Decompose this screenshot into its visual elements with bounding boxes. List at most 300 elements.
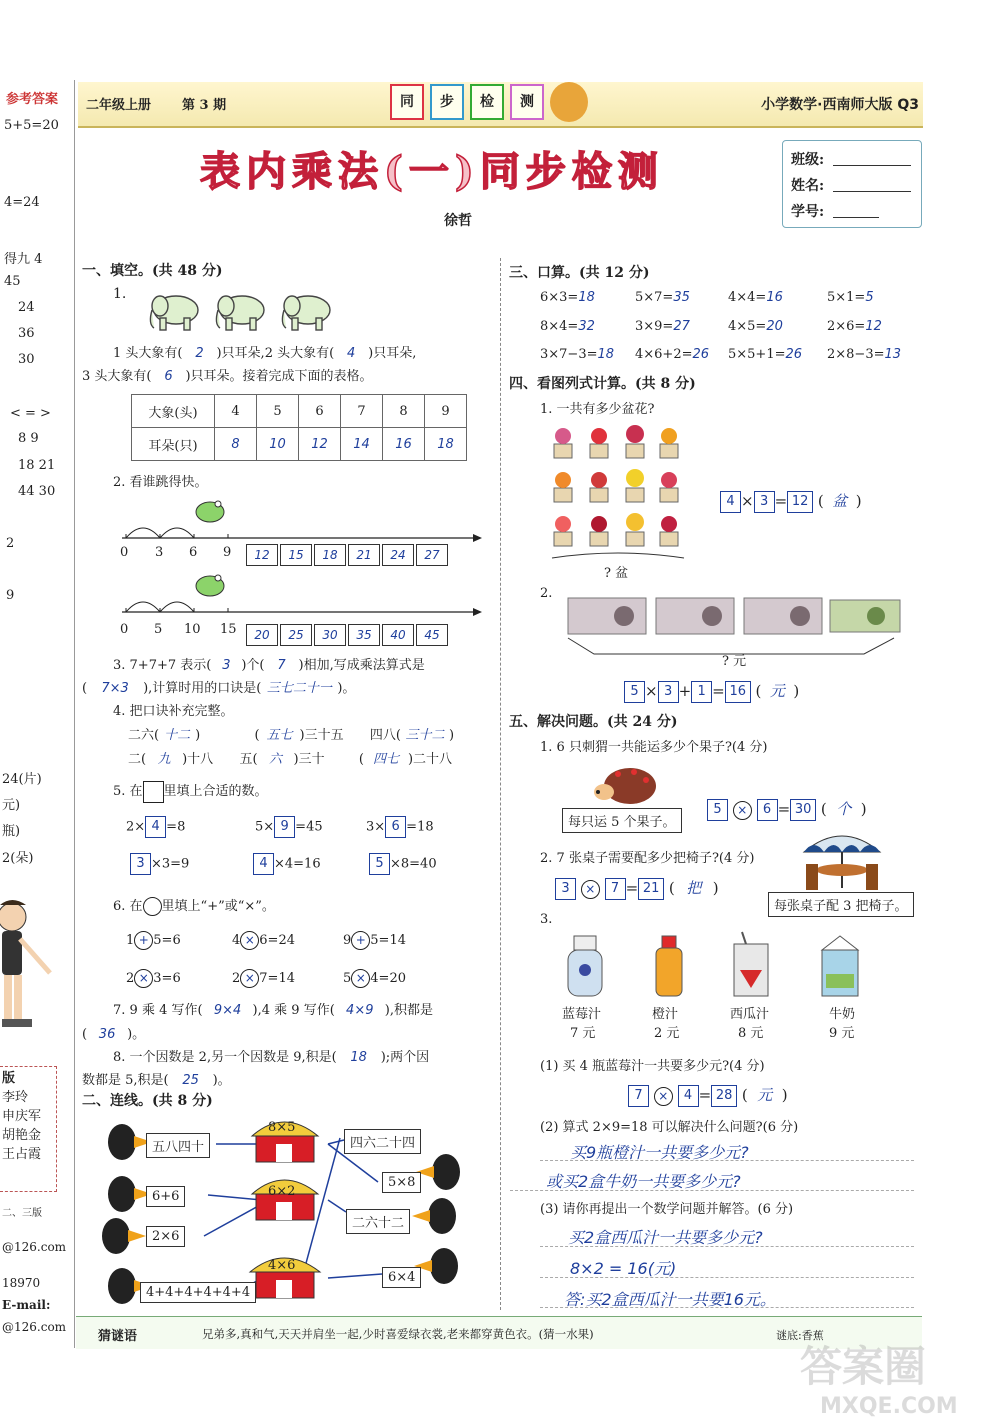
q6-text-part: 6. 在 [113, 899, 143, 914]
answer-box: 40 [382, 624, 414, 646]
table-umbrella-image [800, 828, 884, 896]
author: 徐哲 [444, 213, 472, 229]
q7-text: ( [82, 1027, 88, 1042]
drink-name: 西瓜汁 [730, 1007, 770, 1022]
s5-q1-equation: 5 × 6 = 30 ( 个 ) [707, 798, 867, 821]
answer-box: 20 [246, 624, 278, 646]
q7-text: 7. 9 乘 4 写作( [113, 1003, 203, 1018]
eq-box-answer: 1 [691, 681, 712, 703]
q4-row1 [128, 724, 454, 743]
q1-answer: 6 [164, 369, 173, 384]
q6-b: 7=14 [259, 971, 295, 986]
number-line-2-answers [246, 624, 450, 646]
q7-line1 [113, 999, 433, 1018]
table-cell-answer: 12 [299, 428, 341, 461]
elephant-ear-table [131, 394, 467, 461]
q6-item [232, 931, 295, 950]
q6-op-answer: + [134, 931, 153, 950]
q5-item [126, 816, 185, 838]
strip-line: 得九 4 [4, 252, 43, 267]
q8-line2 [82, 1069, 231, 1088]
strip-line: 2(朵) [2, 851, 34, 866]
strip-line: 44 30 [18, 484, 56, 499]
strip-tail: @126.com [2, 1320, 67, 1334]
handwritten-answer: 或买2盒牛奶一共要多少元? [546, 1172, 741, 1191]
table-cell-answer: 8 [215, 428, 257, 461]
calc-answer: 32 [578, 319, 595, 334]
q6-a: 9 [343, 933, 352, 948]
answer-box: 18 [314, 544, 346, 566]
calc-answer: 12 [865, 319, 882, 334]
boy-illustration [0, 895, 60, 1045]
q5-box-answer: 4 [145, 816, 166, 838]
match-right-item: 6×4 [382, 1267, 421, 1288]
drink-name: 牛奶 [829, 1007, 856, 1022]
q6-op-answer: × [351, 969, 370, 988]
chairs-label: 每张桌子配 3 把椅子。 [768, 892, 914, 917]
q3-line1 [113, 654, 425, 673]
q5-text-part: 5. 在 [113, 784, 143, 799]
q4-text: 五( [239, 752, 258, 767]
q3-answer: 3 [222, 658, 231, 673]
handwritten-answer: 8×2 = 16(元) [570, 1259, 677, 1278]
tick: 10 [184, 622, 201, 637]
strip-tail: 18970 [2, 1276, 41, 1290]
q8-answer: 25 [182, 1073, 199, 1088]
flower-pots-image [548, 422, 688, 562]
number-line-1 [118, 494, 483, 546]
table-cell: 9 [425, 395, 467, 428]
match-right-item: 二六十二 [346, 1209, 410, 1234]
calc-expr: 4×4= [728, 290, 767, 305]
subject-label: 小学数学·西南师大版 Q3 [761, 97, 919, 113]
drink-price: 7 元 [570, 1026, 596, 1041]
drink-price: 9 元 [829, 1026, 855, 1041]
strip-line: 18 21 [18, 458, 56, 473]
q5-text-part: 里填上合适的数。 [163, 784, 268, 799]
riddle-text: 兄弟多,真和气,天天并肩坐一起,少时喜爱绿衣裳,老来都穿黄色衣。(猜一水果) [202, 1327, 594, 1341]
drink-name: 蓝莓汁 [562, 1007, 602, 1022]
s3-heading: 三、口算。(共 12 分) [509, 265, 650, 281]
editors-title: 版 [2, 1071, 16, 1086]
calc-answer: 18 [597, 347, 615, 362]
banner-tile: 测 [510, 84, 544, 120]
q5-item [255, 816, 323, 838]
s4-q2-equation: 5 × 3 + 1 = 16 ( 元 ) [624, 680, 799, 703]
match-left-item: 五八四十 [146, 1133, 210, 1158]
answer-box: 27 [416, 544, 448, 566]
q4-text: )三十五 [299, 728, 344, 743]
q4-text: ) [448, 728, 455, 743]
q4-text: 二六( [128, 728, 160, 743]
answer-box: 15 [280, 544, 312, 566]
s5-q2-text: 2. 7 张桌子需要配多少把椅子?(4 分) [540, 851, 755, 866]
q5-pre: 3× [366, 819, 386, 835]
q6-text-part: 里填上“+”或“×”。 [161, 899, 275, 914]
answer-box: 25 [280, 624, 312, 646]
match-right-item: 四六二十四 [344, 1129, 421, 1154]
q4-text: )三十 [293, 752, 325, 767]
q1-line1 [113, 342, 416, 361]
s4-q1-text: 1. 一共有多少盆花? [540, 402, 655, 417]
q3-answer: 7×3 [101, 681, 129, 696]
q6-item [343, 931, 406, 950]
banner-tile: 同 [390, 84, 424, 120]
q5-post: ×3=9 [151, 856, 190, 872]
calc-item [635, 290, 690, 305]
q6-a: 2 [232, 971, 241, 986]
q1-answer: 2 [195, 346, 204, 361]
calc-item [540, 319, 595, 334]
calc-expr: 2×8−3= [827, 347, 885, 362]
circle-placeholder [143, 897, 162, 916]
s5-q1-text: 1. 6 只刺猬一共能运多少个果子?(4 分) [540, 740, 768, 755]
q8-answer: 18 [350, 1050, 367, 1065]
eq-box-answer: 21 [638, 878, 664, 900]
calc-expr: 8×4= [540, 319, 579, 334]
q3-line2 [82, 677, 355, 696]
eq-box-answer: 4 [720, 491, 741, 513]
tick: 15 [220, 622, 237, 637]
issue-label: 第 3 期 [182, 98, 227, 113]
strip-line: 36 [18, 326, 35, 341]
banner-tile: 步 [430, 84, 464, 120]
q4-text: )二十八 [407, 752, 453, 767]
calc-expr: 5×1= [827, 290, 866, 305]
q5-item [253, 853, 321, 875]
s1-heading: 一、填空。(共 48 分) [82, 263, 223, 279]
drink-price: 8 元 [738, 1026, 764, 1041]
q4-answer: 四七 [372, 752, 399, 767]
strip-title: 参考答案 [6, 92, 59, 107]
s4-q1-equation: 4 × 3 = 12 ( 盆 ) [720, 490, 862, 513]
q5-pre: 5× [255, 819, 275, 835]
q1-text: )只耳朵,2 头大象有( [216, 346, 335, 361]
q1-text: )只耳朵。接着完成下面的表格。 [185, 369, 373, 384]
q6-item [232, 969, 295, 988]
square-placeholder [143, 781, 164, 803]
calc-expr: 4×5= [728, 319, 767, 334]
strip-line: 元) [2, 798, 21, 813]
q5-item [369, 853, 437, 875]
q7-text: ),4 乘 9 写作( [252, 1003, 335, 1018]
match-right-item: 5×8 [382, 1172, 421, 1193]
q6-item [343, 969, 406, 988]
eq-box-answer: 6 [757, 799, 778, 821]
hedgehog-image [594, 762, 660, 806]
strip-line: 30 [18, 352, 35, 367]
s5-heading: 五、解决问题。(共 24 分) [509, 714, 678, 730]
q8-text: );两个因 [380, 1050, 430, 1065]
calc-answer: 18 [578, 290, 595, 305]
number-field[interactable] [833, 217, 879, 218]
strip-line: 2 [6, 536, 15, 551]
q7-line2 [82, 1023, 145, 1042]
s4-heading: 四、看图列式计算。(共 8 分) [509, 376, 696, 392]
q6-b: 4=20 [370, 971, 406, 986]
q7-text: ),积都是 [384, 1003, 433, 1018]
q4-answer: 三十二 [405, 728, 445, 743]
table-row-label: 耳朵(只) [132, 428, 215, 461]
q3-text: ( [82, 681, 88, 696]
calc-expr: 3×9= [635, 319, 674, 334]
answer-box: 24 [382, 544, 414, 566]
eq-unit-answer: 把 [686, 879, 702, 897]
q6-a: 5 [343, 971, 352, 986]
eq-box-answer: 7 [605, 878, 626, 900]
q4-text: ) [195, 728, 201, 743]
q8-text: 8. 一个因数是 2,另一个因数是 9,积是( [113, 1050, 337, 1065]
eq-unit-answer: 元 [769, 682, 785, 700]
calc-expr: 5×5+1= [728, 347, 786, 362]
tick: 9 [223, 545, 232, 560]
q3-text: ),计算时用的口诀是( [143, 681, 262, 696]
q7-answer: 9×4 [213, 1003, 242, 1018]
q8-text: )。 [212, 1073, 231, 1088]
match-left-item: 4+4+4+4+4+4 [140, 1282, 256, 1303]
q6-op-answer: × [240, 969, 259, 988]
strip-line: 瓶) [2, 824, 21, 839]
hut-label: 4×6 [268, 1258, 296, 1273]
riddle-answer: 谜底:香蕉 [776, 1329, 824, 1342]
tick: 5 [154, 622, 163, 637]
q6-item [126, 931, 181, 950]
q6-op-answer: × [134, 969, 153, 988]
calc-expr: 2×6= [827, 319, 866, 334]
calc-item [540, 347, 614, 362]
strip-tail: 二、三版 [2, 1208, 42, 1219]
eq-unit-answer: 个 [836, 800, 852, 818]
editor-name: 李玲 [2, 1090, 29, 1105]
handwritten-answer: 买2盒西瓜汁一共要多少元? [568, 1228, 763, 1247]
q5-box-answer: 3 [130, 853, 151, 875]
eq-unit-answer: 盆 [832, 492, 848, 510]
lion-icon [550, 82, 588, 122]
strip-line: 24 [18, 300, 35, 315]
strip-line: 8 9 [18, 431, 39, 446]
s5-q2-equation: 3 × 7 = 21 ( 把 ) [555, 877, 719, 900]
calc-answer: 35 [673, 290, 690, 305]
q5-pre: 2× [126, 819, 146, 835]
table-row-label: 大象(头) [132, 395, 215, 428]
editors-box [0, 1066, 57, 1192]
q6-b: 5=6 [153, 933, 181, 948]
banner-tile: 检 [470, 84, 504, 120]
q1-line2 [82, 365, 373, 384]
table-cell: 7 [341, 395, 383, 428]
eq-box-answer: 7 [628, 1085, 649, 1107]
table-cell-answer: 10 [257, 428, 299, 461]
q4-text: ( [358, 752, 364, 767]
eq-box-answer: 30 [790, 799, 816, 821]
q5-item [366, 816, 434, 838]
pots-question-label: ? 盆 [604, 566, 629, 581]
q1-text: )只耳朵, [368, 346, 417, 361]
q7-answer: 4×9 [346, 1003, 374, 1018]
table-cell-answer: 14 [341, 428, 383, 461]
student-info-box [782, 140, 922, 228]
q5-box-answer: 9 [274, 816, 295, 838]
strip-line: 9 [6, 588, 15, 603]
strip-line: 5+5=20 [4, 118, 59, 133]
s5-q3-part1-equation: 7 × 4 = 28 ( 元 ) [628, 1084, 788, 1107]
q5-post: =45 [295, 819, 323, 835]
calc-item [540, 290, 595, 305]
q1-answer: 4 [347, 346, 356, 361]
drink-price: 2 元 [654, 1026, 680, 1041]
hedgehog-label: 每只运 5 个果子。 [562, 808, 682, 833]
drinks-image [560, 930, 880, 1000]
calc-expr: 5×7= [635, 290, 674, 305]
q5-box-answer: 6 [385, 816, 406, 838]
s2-heading: 二、连线。(共 8 分) [82, 1093, 213, 1109]
q6-b: 6=24 [259, 933, 295, 948]
eq-box-answer: 28 [711, 1085, 737, 1107]
name-field[interactable] [833, 191, 911, 192]
q4-text: ( [254, 728, 260, 743]
calc-item [827, 319, 882, 334]
page-title: 表内乘法(一)同步检测 [200, 148, 664, 195]
editor-name: 胡艳金 [2, 1128, 42, 1143]
q3-answer: 三七二十一 [266, 681, 332, 696]
q6-a: 1 [126, 933, 135, 948]
q4-answer: 九 [157, 752, 171, 767]
answer-box: 21 [348, 544, 380, 566]
strip-line: < = > [10, 406, 51, 421]
q6-a: 2 [126, 971, 135, 986]
strip-line: 24(片) [2, 772, 42, 787]
calc-item [635, 347, 709, 362]
s5-q3-number: 3. [540, 912, 553, 927]
q4-text: 四八( [369, 728, 401, 743]
watermark [800, 1334, 996, 1418]
number-line-2 [118, 568, 483, 620]
q7-text: )。 [127, 1027, 146, 1042]
eq-box-answer: 3 [555, 878, 576, 900]
s5-q3-part2: (2) 算式 2×9=18 可以解决什么问题?(6 分) [540, 1120, 799, 1135]
handwritten-answer: 买9瓶橙汁一共要多少元? [570, 1143, 749, 1162]
calc-answer: 26 [785, 347, 803, 362]
notes-question-label: ? 元 [722, 654, 747, 669]
q6-text [113, 895, 275, 916]
editor-name: 申庆军 [2, 1109, 42, 1124]
table-cell-answer: 18 [425, 428, 467, 461]
s5-q3-part3: (3) 请你再提出一个数学问题并解答。(6 分) [540, 1202, 794, 1217]
q4-row2 [128, 748, 452, 767]
riddle-bar [76, 1316, 922, 1349]
answer-box: 30 [314, 624, 346, 646]
q4-answer: 五七 [266, 728, 293, 743]
calc-answer: 13 [884, 347, 902, 362]
header-bar [78, 82, 923, 128]
q3-text: 3. 7+7+7 表示( [113, 658, 212, 673]
calc-answer: 26 [692, 347, 710, 362]
editor-name: 王占霞 [2, 1147, 42, 1162]
watermark-text: 答案圈 [800, 1342, 927, 1391]
calc-expr: 3×7−3= [540, 347, 598, 362]
handwritten-answer: 答:买2盒西瓜汁一共要16元。 [564, 1290, 776, 1309]
q8-line1 [113, 1046, 429, 1065]
q6-b: 3=6 [153, 971, 181, 986]
q5-post: ×8=40 [390, 856, 437, 872]
q3-answer: 7 [277, 658, 286, 673]
q8-text: 数都是 5,积是( [82, 1073, 169, 1088]
q5-post: =8 [166, 819, 186, 835]
q3-text: )个( [241, 658, 265, 673]
q4-answer: 六 [269, 752, 283, 767]
calc-answer: 16 [766, 290, 783, 305]
class-field[interactable] [833, 165, 911, 166]
q3-text: )。 [337, 681, 356, 696]
q5-text [113, 780, 268, 803]
class-label: 班级: [791, 152, 825, 168]
eq-box-answer: 16 [725, 681, 751, 703]
banknotes-image [564, 596, 904, 656]
answer-box: 45 [416, 624, 448, 646]
column-divider [500, 258, 501, 1310]
strip-line: 4=24 [4, 195, 40, 210]
eq-box-answer: 5 [707, 799, 728, 821]
q1-text: 1 头大象有( [113, 346, 183, 361]
tick: 3 [155, 545, 164, 560]
hut-label: 8×5 [268, 1120, 296, 1135]
calc-item [827, 290, 874, 305]
calc-answer: 20 [766, 319, 783, 334]
q5-post: =18 [406, 819, 434, 835]
q4-text: 4. 把口诀补充完整。 [113, 704, 234, 719]
table-cell: 6 [299, 395, 341, 428]
q5-item [130, 853, 189, 875]
strip-line: 45 [4, 274, 21, 289]
q5-box-answer: 5 [369, 853, 390, 875]
drink-name: 橙汁 [652, 1007, 679, 1022]
q6-b: 5=14 [370, 933, 406, 948]
q1-number: 1. [113, 286, 127, 302]
calc-answer: 27 [673, 319, 690, 334]
table-cell: 4 [215, 395, 257, 428]
grade-label: 二年级上册 [86, 98, 152, 113]
left-answer-strip [0, 80, 75, 1348]
strip-tail: E-mail: [2, 1298, 51, 1312]
eq-box-answer: 3 [658, 681, 679, 703]
q6-op-answer: + [351, 931, 370, 950]
table-cell: 8 [383, 395, 425, 428]
match-left-item: 2×6 [146, 1226, 185, 1247]
q5-box-answer: 4 [253, 853, 274, 875]
name-label: 姓名: [791, 178, 825, 194]
q4-text: 二( [128, 752, 147, 767]
banner-tiles [390, 84, 544, 120]
tick: 0 [120, 545, 129, 560]
table-cell: 5 [257, 395, 299, 428]
calc-item [827, 347, 901, 362]
eq-box-answer: 12 [787, 491, 813, 513]
watermark-domain: MXQE.COM [820, 1394, 958, 1419]
elephants-image [146, 290, 346, 332]
strip-tail: @126.com [2, 1240, 67, 1254]
number-line-1-answers [246, 544, 450, 566]
s4-q2-number: 2. [540, 586, 553, 601]
eq-unit-answer: 元 [757, 1086, 773, 1104]
q2-text: 2. 看谁跳得快。 [113, 475, 208, 490]
calc-expr: 6×3= [540, 290, 579, 305]
q7-answer: 36 [98, 1027, 116, 1042]
q6-a: 4 [232, 933, 241, 948]
answer-box: 35 [348, 624, 380, 646]
q6-op-answer: × [240, 931, 259, 950]
s5-q3-part1: (1) 买 4 瓶蓝莓汁一共要多少元?(4 分) [540, 1059, 765, 1074]
riddle-tag: 猜谜语 [98, 1329, 138, 1344]
